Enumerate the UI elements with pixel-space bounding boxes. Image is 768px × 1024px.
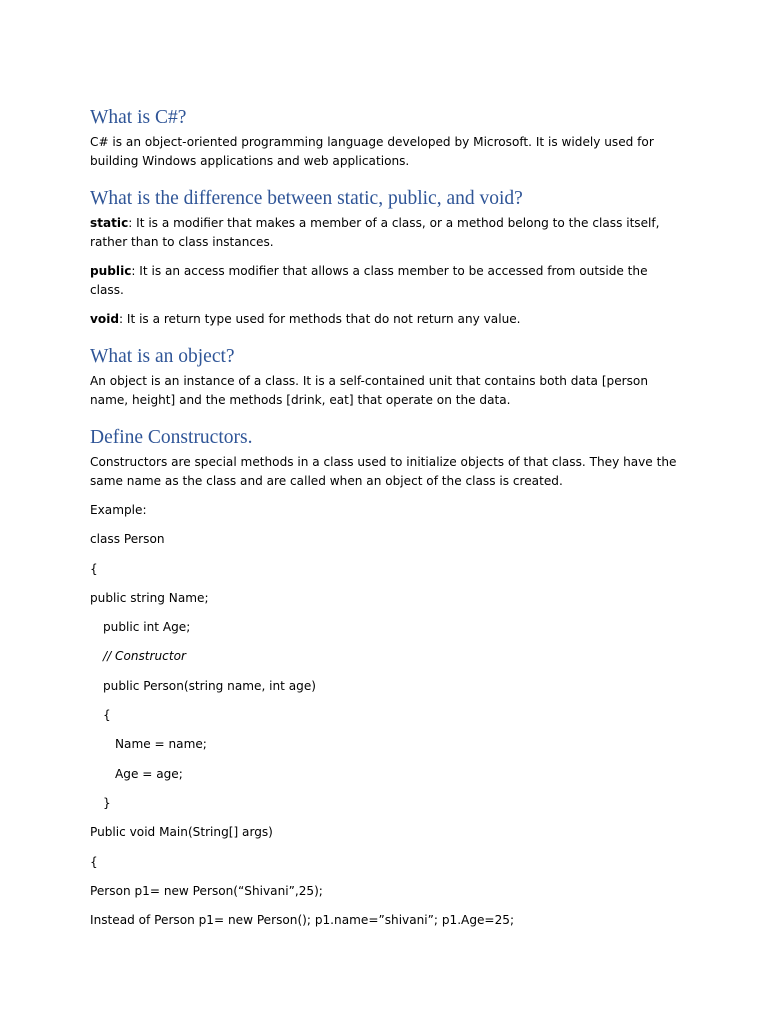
- code-line: }: [103, 795, 111, 810]
- code-line: public int Age;: [103, 620, 191, 635]
- heading-what-is-csharp: What is C#?: [90, 107, 187, 128]
- paragraph-public: [90, 262, 680, 300]
- text-void: : It is a return type used for methods that do not return any value.: [119, 312, 521, 326]
- paragraph-static: [90, 214, 680, 252]
- code-line: Public void Main(String[] args): [90, 825, 273, 840]
- code-line: {: [103, 708, 111, 723]
- paragraph-constructors-definition: Constructors are special methods in a class used to initialize objects of that class. They have the same name as the class and are called when an object of the class is created.: [90, 455, 677, 488]
- code-comment-line: // Constructor: [103, 649, 186, 664]
- example-label: Example:: [90, 503, 147, 517]
- code-line: {: [90, 854, 98, 869]
- code-line: Age = age;: [115, 766, 183, 781]
- code-line: Name = name;: [115, 737, 207, 752]
- code-line: class Person: [90, 532, 165, 547]
- term-public: public: [90, 264, 132, 278]
- term-static: static: [90, 216, 129, 230]
- text-static: : It is a modifier that makes a member of a class, or a method belong to the class itself, rather than to class instances.: [90, 216, 660, 249]
- paragraph-object-definition: An object is an instance of a class. It is a self-contained unit that contains both data [person name, height] and the methods [drink, eat] that operate on the data.: [90, 374, 648, 407]
- term-void: void: [90, 312, 119, 326]
- paragraph-csharp-definition: C# is an object-oriented programming language developed by Microsoft. It is widely used for building Windows applications and web applications.: [90, 135, 654, 168]
- heading-define-constructors: Define Constructors.: [90, 427, 253, 448]
- code-line: public Person(string name, int age): [103, 678, 316, 693]
- text-public: : It is an access modifier that allows a class member to be accessed from outside the class.: [90, 264, 648, 297]
- code-line: {: [90, 561, 98, 576]
- heading-what-is-object: What is an object?: [90, 346, 235, 367]
- paragraph-void: [90, 310, 680, 329]
- code-line: Instead of Person p1= new Person(); p1.name=”shivani”; p1.Age=25;: [90, 913, 515, 928]
- code-line: Person p1= new Person(“Shivani”,25);: [90, 883, 323, 898]
- heading-static-public-void: What is the difference between static, public, and void?: [90, 188, 523, 209]
- code-line: public string Name;: [90, 590, 209, 605]
